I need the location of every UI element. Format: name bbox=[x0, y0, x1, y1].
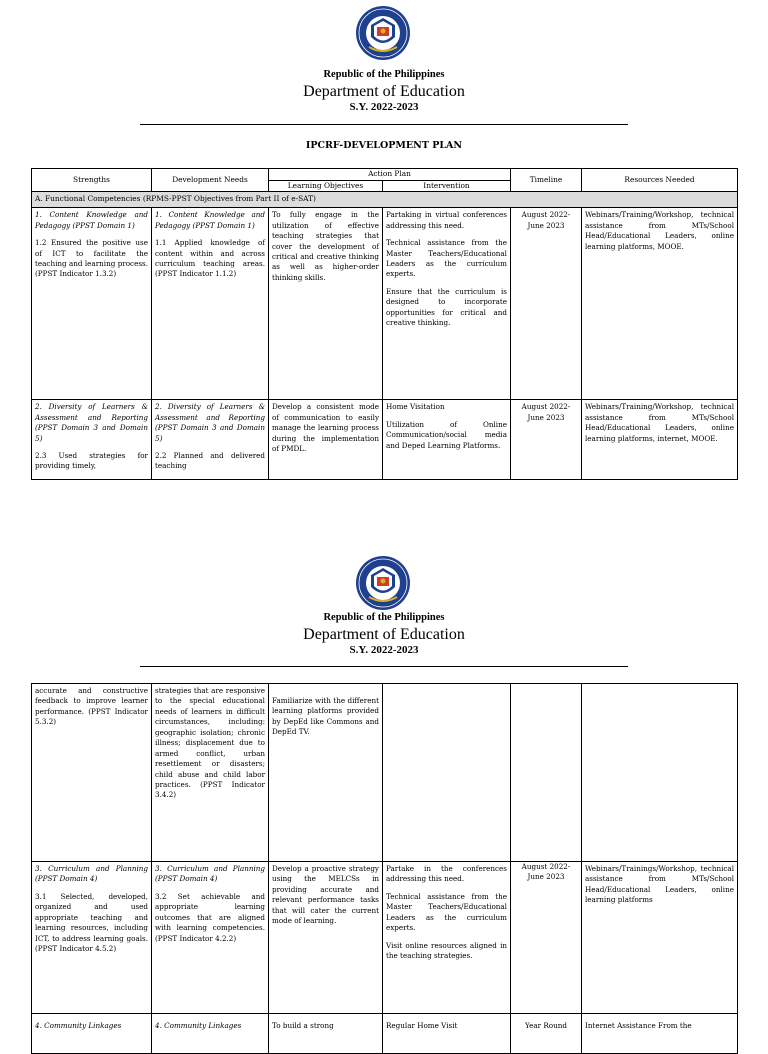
development-need-cell bbox=[152, 208, 269, 400]
need-title: 1. Content Knowledge and Pedagogy (PPST Domain 1) bbox=[155, 210, 265, 230]
intervention-text: Technical assistance from the Master Teachers/Educational Leaders as the curriculum experts. bbox=[386, 891, 507, 933]
learning-objective-cell: Familiarize with the different learning platforms provided by DepEd like Commons and DepEd TV. bbox=[269, 684, 383, 862]
table-row bbox=[32, 1014, 738, 1054]
header-action-plan: Action Plan bbox=[269, 169, 511, 181]
header-resources-needed: Resources Needed bbox=[582, 169, 738, 192]
school-year: S.Y. 2022-2023 bbox=[349, 644, 419, 656]
strength-title: 3. Curriculum and Planning (PPST Domain 4) bbox=[35, 864, 148, 884]
need-body: 1.1 Applied knowledge of content within and across curriculum teaching areas. (PPST Indicator 1.1.2) bbox=[155, 238, 265, 279]
header-timeline: Timeline bbox=[511, 169, 582, 192]
section-a-label: A. Functional Competencies (RPMS-PPST Objectives from Part II of e-SAT) bbox=[32, 192, 738, 208]
strength-cell: accurate and constructive feedback to improve learner performance. (PPST Indicator 5.3.2) bbox=[32, 684, 152, 862]
timeline-cell: August 2022-June 2023 bbox=[511, 400, 582, 480]
republic-heading: Republic of the Philippines bbox=[323, 69, 445, 80]
table-row bbox=[32, 208, 738, 400]
strength-body: 3.1 Selected, developed, organized and used appropriate teaching and learning resources, including ICT, to address learning goals. (PPST Indicator 4.5.2) bbox=[35, 891, 148, 954]
header-development-needs: Development Needs bbox=[152, 169, 269, 192]
header-strengths: Strengths bbox=[32, 169, 152, 192]
timeline-cell bbox=[511, 684, 582, 862]
resources-cell: Webinars/Training/Workshop, technical assistance from MTs/School Head/Educational Leaders, online learning platforms, internet, MOOE. bbox=[582, 400, 738, 480]
strength-title: 2. Diversity of Learners & Assessment and Reporting (PPST Domain 3 and Domain 5) bbox=[35, 402, 148, 443]
table-header-row bbox=[32, 169, 738, 181]
document-page-1 bbox=[0, 0, 768, 500]
development-need-cell bbox=[152, 400, 269, 480]
development-need-cell bbox=[152, 862, 269, 1014]
department-heading: Department of Education bbox=[303, 626, 465, 643]
table-row bbox=[32, 862, 738, 1014]
header-divider bbox=[140, 666, 628, 667]
deped-seal-icon bbox=[355, 555, 411, 611]
intervention-text: Visit online resources aligned in the teaching strategies. bbox=[386, 940, 507, 961]
intervention-text: Ensure that the curriculum is designed to incorporate opportunities for critical and creative thinking. bbox=[386, 286, 507, 328]
development-plan-table bbox=[31, 168, 738, 480]
resources-cell: Webinars/Training/Workshop, technical assistance from MTs/School Head/Educational Leaders, online learning platforms, MOOE. bbox=[582, 208, 738, 400]
header-learning-objectives: Learning Objectives bbox=[269, 180, 383, 192]
school-year: S.Y. 2022-2023 bbox=[349, 101, 419, 113]
learning-objective-cell: To fully engage in the utilization of effective teaching strategies that cover the development of critical and creative thinking as well as higher-order thinking skills. bbox=[269, 208, 383, 400]
strength-cell bbox=[32, 862, 152, 1014]
table-row bbox=[32, 684, 738, 862]
department-heading: Department of Education bbox=[303, 83, 465, 100]
intervention-cell bbox=[383, 862, 511, 1014]
timeline-cell: August 2022-June 2023 bbox=[511, 862, 582, 1014]
intervention-text: Utilization of Online Communication/social media and Deped Learning Platforms. bbox=[386, 419, 507, 450]
strength-cell bbox=[32, 208, 152, 400]
development-plan-table bbox=[31, 683, 738, 1054]
timeline-cell: Year Round bbox=[511, 1014, 582, 1054]
intervention-cell bbox=[383, 400, 511, 480]
timeline-cell: August 2022-June 2023 bbox=[511, 208, 582, 400]
development-need-cell: strategies that are responsive to the special educational needs of learners in difficult circumstances, including: geographic isolation; chronic illness; displacement due to armed conflict, urban resettlement or disasters; child abuse and child labor practices. (PPST Indicator 3.4.2) bbox=[152, 684, 269, 862]
strength-title: 4. Community Linkages bbox=[35, 1021, 122, 1030]
intervention-text: Technical assistance from the Master Teachers/Educational Leaders as the curriculum experts. bbox=[386, 238, 507, 279]
need-body: 3.2 Set achievable and appropriate learning outcomes that are aligned with learning competencies. (PPST Indicator 4.2.2) bbox=[155, 891, 265, 943]
intervention-cell bbox=[383, 684, 511, 862]
document-title: IPCRF-DEVELOPMENT PLAN bbox=[305, 140, 463, 151]
development-need-cell bbox=[152, 1014, 269, 1054]
republic-heading: Republic of the Philippines bbox=[323, 612, 445, 623]
table-row bbox=[32, 400, 738, 480]
strength-body: 1.2 Ensured the positive use of ICT to facilitate the teaching and learning process. (PPST Indicator 1.3.2) bbox=[35, 238, 148, 279]
intervention-text: Partaking in virtual conferences addressing this need. bbox=[386, 210, 507, 230]
deped-seal-icon bbox=[355, 5, 411, 61]
need-title: 2. Diversity of Learners & Assessment and Reporting (PPST Domain 3 and Domain 5) bbox=[155, 402, 265, 443]
strength-cell bbox=[32, 400, 152, 480]
resources-cell: Internet Assistance From the bbox=[582, 1014, 738, 1054]
strength-body: 2.3 Used strategies for providing timely, bbox=[35, 450, 148, 471]
document-page-2 bbox=[0, 548, 768, 1030]
need-body: 2.2 Planned and delivered teaching bbox=[155, 450, 265, 471]
learning-objective-cell: Develop a consistent mode of communication to easily manage the learning process during the implementation of PMDL. bbox=[269, 400, 383, 480]
learning-objective-cell: To build a strong bbox=[269, 1014, 383, 1054]
strength-title: 1. Content Knowledge and Pedagogy (PPST Domain 1) bbox=[35, 210, 148, 230]
intervention-text: Home Visitation bbox=[386, 402, 445, 412]
need-title: 3. Curriculum and Planning (PPST Domain 4) bbox=[155, 864, 265, 884]
header-divider bbox=[140, 124, 628, 125]
header-intervention: Intervention bbox=[383, 180, 511, 192]
learning-objective-cell: Develop a proactive strategy using the MELCSs in providing accurate and relevant performance tasks that will cater the current mode of learning. bbox=[269, 862, 383, 1014]
intervention-cell bbox=[383, 208, 511, 400]
strength-cell bbox=[32, 1014, 152, 1054]
section-row bbox=[32, 192, 738, 208]
resources-cell bbox=[582, 684, 738, 862]
resources-cell: Webinars/Trainings/Workshop, technical assistance from MTs/School Head/Educational Leaders, online learning platforms bbox=[582, 862, 738, 1014]
intervention-cell: Regular Home Visit bbox=[383, 1014, 511, 1054]
page-gap bbox=[0, 500, 768, 548]
need-title: 4. Community Linkages bbox=[155, 1021, 242, 1030]
intervention-text: Partake in the conferences addressing this need. bbox=[386, 864, 507, 884]
